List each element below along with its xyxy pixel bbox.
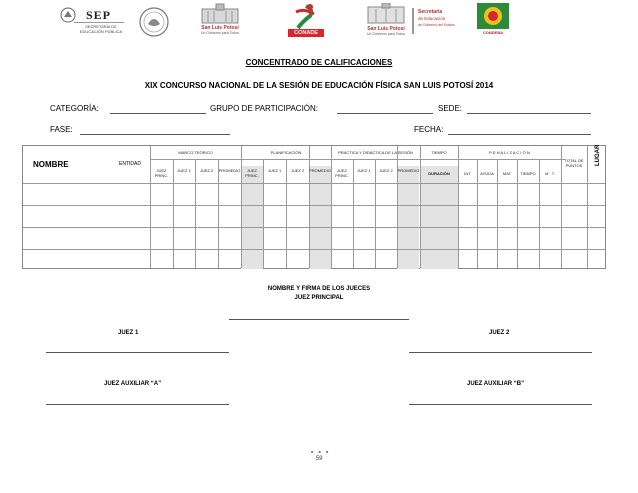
logo-divider <box>412 8 414 34</box>
page-subtitle: XIX CONCURSO NACIONAL DE LA SESIÓN DE EDUCACIÓN FÍSICA SAN LUIS POTOSÍ 2014 <box>144 81 494 90</box>
marco-teorico-header: MARCO TEÓRICO <box>178 150 213 155</box>
mexico-seal-icon <box>138 6 170 38</box>
subheader-juez-princ: JUEZ PRINC. <box>245 168 259 178</box>
secretaria-line2: de Educación <box>418 16 446 21</box>
column-divider <box>353 159 354 268</box>
fecha-label: FECHA: <box>414 125 444 134</box>
subheader-tiempo: TIEMPO <box>520 171 536 176</box>
grupo-label: GRUPO DE PARTICIPACIÓN: <box>210 104 319 113</box>
conade-label: CONADE <box>288 29 324 37</box>
page-title: CONCENTRADO DE CALIFICACIONES <box>245 58 393 67</box>
grupo-line[interactable] <box>337 113 433 114</box>
eagle-icon <box>60 6 76 24</box>
slp-logo-line2: Un Gobierno para Todos <box>200 31 240 35</box>
juez-auxiliar-b-label: JUEZ AUXILIAR “B” <box>467 381 525 387</box>
page-number: 59 <box>315 456 323 462</box>
tiempo-header: TIEMPO <box>431 150 447 155</box>
sep-logo-rule <box>74 22 124 23</box>
column-divider <box>173 159 174 268</box>
penalizacion-header: P E N A L I Z A C I Ó N <box>489 150 530 155</box>
categoria-label: CATEGORÍA: <box>50 104 99 113</box>
subheader-ayuda: AYUDA <box>480 171 494 176</box>
total-puntos-header: TOTAL DE PUNTOS <box>564 158 584 168</box>
header-divider <box>150 159 565 160</box>
column-divider <box>263 159 264 268</box>
promedio-column-shade <box>397 166 419 269</box>
subheader-juez-2: JUEZ 2 <box>199 168 214 173</box>
building-icon-2 <box>364 3 408 25</box>
promedio-column-shade <box>309 166 331 269</box>
subheader-juez-1: JUEZ 1 <box>177 168 191 173</box>
sep-logo <box>60 6 128 38</box>
fase-label: FASE: <box>50 125 73 134</box>
column-divider <box>218 159 219 268</box>
secretaria-educacion-logo <box>412 8 460 36</box>
promedio-column-shade <box>241 166 263 269</box>
slp-government-logo-2 <box>364 3 408 39</box>
sede-line[interactable] <box>467 113 591 114</box>
column-divider <box>397 146 398 268</box>
column-divider <box>420 146 421 268</box>
subheader-juez-princ: JUEZ PRINC. <box>335 168 349 178</box>
slp-government-logo <box>188 3 252 37</box>
juez-auxiliar-a-signature-line[interactable] <box>46 404 229 405</box>
subheader-int: INT <box>464 171 471 176</box>
sep-logo-subtitle: SECRETARÍA DE EDUCACIÓN PÚBLICA <box>79 24 123 34</box>
condeba-logo <box>476 2 510 38</box>
sede-label: SEDE: <box>438 104 463 113</box>
column-divider <box>309 146 310 268</box>
column-divider <box>150 146 151 268</box>
subheader-promedio: PROMEDIO <box>218 168 241 173</box>
subheader-juez-1: JUEZ 1 <box>267 168 282 173</box>
page-dots-icon: ■ ■ ■ <box>311 449 331 454</box>
juez-2-label: JUEZ 2 <box>489 330 510 336</box>
column-divider <box>286 159 287 268</box>
entidad-header: ENTIDAD <box>119 161 141 167</box>
subheader-mat: MAT <box>502 171 512 176</box>
scores-table <box>22 145 606 269</box>
condeba-emblem-icon <box>476 2 510 30</box>
column-divider <box>331 146 332 268</box>
column-divider <box>375 159 376 268</box>
slp-logo-line1: San Luis Potosí <box>201 25 239 31</box>
categoria-line[interactable] <box>110 113 206 114</box>
nombre-header: NOMBRE <box>33 160 69 169</box>
subheader-mt: M . T. <box>545 171 555 176</box>
planificacion-header: PLANIFICACIÓN <box>270 150 302 155</box>
jueces-firma-title: NOMBRE Y FIRMA DE LOS JUECES <box>267 286 371 292</box>
lugar-header: LUGAR <box>595 144 601 166</box>
column-divider <box>587 146 588 268</box>
subheader-promedio: PROMEDIO <box>309 168 331 173</box>
subheader-juez-2: JUEZ 2 <box>379 168 393 173</box>
secretaria-line1: Secretaría <box>418 9 443 15</box>
subheader-duracion: DURACIÓN <box>428 171 450 176</box>
fase-line[interactable] <box>80 134 230 135</box>
column-divider <box>195 159 196 268</box>
practica-header: PRÁCTICA Y DIDÁCTICA DE LA SESIÓN <box>338 150 413 155</box>
column-divider <box>241 146 242 268</box>
conade-logo <box>284 2 328 38</box>
subheader-promedio: PROMEDIO <box>397 168 420 173</box>
subheader-juez-princ: JUEZ PRINC. <box>154 168 169 178</box>
secretaria-line3: de Gobierno del Estado <box>418 23 455 27</box>
slp2-logo-line1: San Luis Potosí <box>367 26 405 32</box>
subheader-juez-2: JUEZ 2 <box>290 168 305 173</box>
juez-auxiliar-a-label: JUEZ AUXILIAR “A” <box>104 381 162 387</box>
juez-auxiliar-b-signature-line[interactable] <box>409 404 592 405</box>
juez-2-signature-line[interactable] <box>409 352 592 353</box>
condeba-label: CONDEBA <box>482 30 504 35</box>
column-divider <box>458 146 459 268</box>
building-icon <box>198 3 262 25</box>
juez-principal-label: JUEZ PRINCIPAL <box>294 295 344 301</box>
subheader-juez-1: JUEZ 1 <box>357 168 371 173</box>
duracion-column-shade <box>420 166 458 269</box>
runner-icon <box>284 2 328 30</box>
juez-principal-signature-line[interactable] <box>229 319 409 320</box>
juez-1-signature-line[interactable] <box>46 352 229 353</box>
slp2-logo-line2: Un Gobierno para Todos <box>366 32 406 36</box>
sep-logo-word: SEP <box>86 8 112 22</box>
fecha-line[interactable] <box>448 134 591 135</box>
juez-1-label: JUEZ 1 <box>118 330 139 336</box>
